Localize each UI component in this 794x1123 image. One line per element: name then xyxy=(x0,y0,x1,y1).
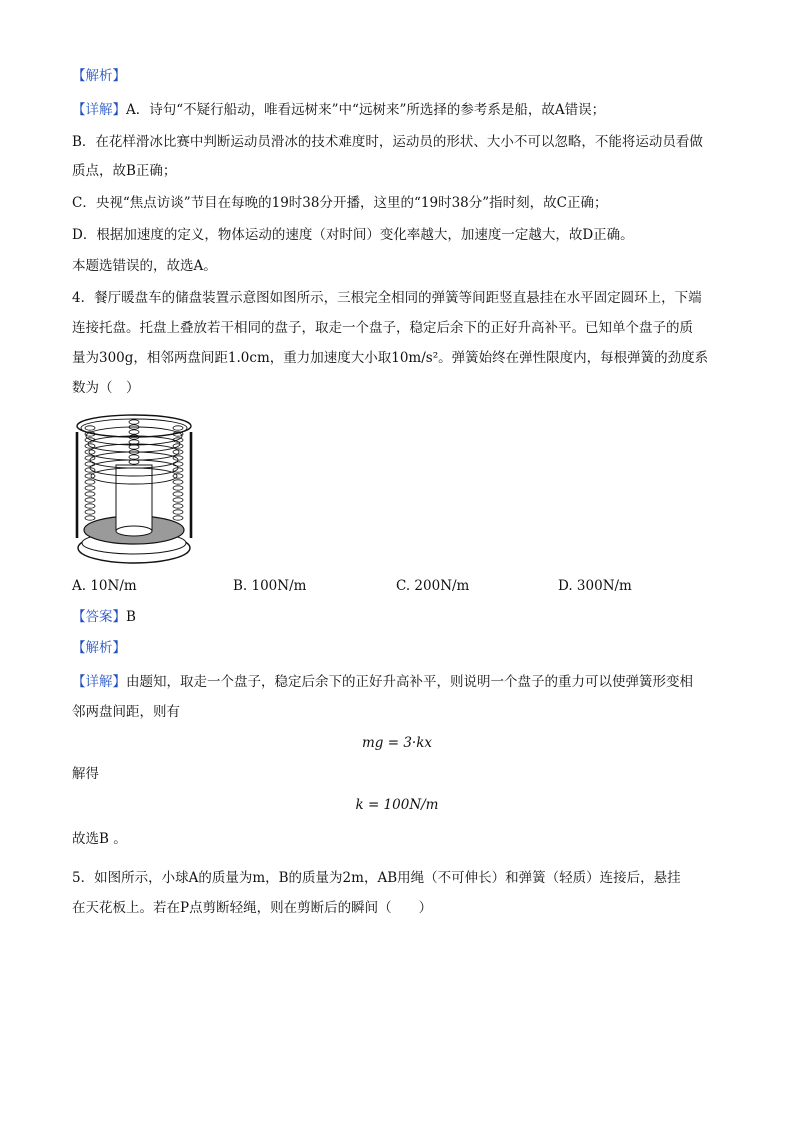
question-4-line-4: 数为（ ） xyxy=(72,380,140,396)
answer-line xyxy=(72,607,732,627)
detail-text-q4-1: 由题知，取走一个盘子，稳定后余下的正好升高补平，则说明一个盘子的重力可以使弹簧形变相 xyxy=(126,674,693,690)
equation-1: mg = 3·kx xyxy=(361,735,432,751)
detail-text-q4-2: 邻两盘间距，则有 xyxy=(72,704,180,720)
analysis-heading-q4: 【解析】 xyxy=(72,640,126,656)
detail-paragraph-a xyxy=(72,100,732,120)
equation-2: k = 100N/m xyxy=(355,797,439,813)
solve-label: 解得 xyxy=(72,766,99,782)
option-d: D. 300N/m xyxy=(558,578,632,594)
option-a: A. 10N/m xyxy=(72,578,137,594)
detail-tag: 【详解】 xyxy=(72,102,126,118)
option-c-line: C．央视“焦点访谈”节目在每晚的19时38分开播，这里的“19时38分”指时刻，故C正确； xyxy=(72,195,608,211)
analysis-heading: 【解析】 xyxy=(72,68,126,84)
detail-paragraph-q4 xyxy=(72,672,732,692)
option-b-line-1: B．在花样滑冰比赛中判断运动员滑冰的技术难度时，运动员的形状、大小不可以忽略，不能将运动员看做 xyxy=(72,134,703,150)
answer-tag: 【答案】 xyxy=(72,609,126,625)
option-c: C. 200N/m xyxy=(396,578,470,594)
conclusion-q4: 故选B 。 xyxy=(72,831,127,847)
conclusion-line: 本题选错误的，故选A。 xyxy=(72,258,217,274)
plate-storage-figure xyxy=(72,410,196,566)
option-b-line-2: 质点，故B正确； xyxy=(72,163,177,179)
question-4-line-3: 量为300g，相邻两盘间距1.0cm，重力加速度大小取10m/s²。弹簧始终在弹性限度内，每根弹簧的劲度系 xyxy=(72,350,709,366)
question-5-line-1: 5．如图所示，小球A的质量为m，B的质量为2m，AB用绳（不可伸长）和弹簧（轻质）连接后，悬挂 xyxy=(72,870,681,886)
option-d-line: D．根据加速度的定义，物体运动的速度（对时间）变化率越大，加速度一定越大，故D正确。 xyxy=(72,227,634,243)
question-4-line-2: 连接托盘。托盘上叠放若干相同的盘子，取走一个盘子，稳定后余下的正好升高补平。已知单个盘子的质 xyxy=(72,320,693,336)
question-4-line-1: 4．餐厅暖盘车的储盘装置示意图如图所示，三根完全相同的弹簧等间距竖直悬挂在水平固定圆环上，下端 xyxy=(72,290,702,306)
question-5-line-2: 在天花板上。若在P点剪断轻绳，则在剪断后的瞬间（ ） xyxy=(72,900,433,916)
option-b: B. 100N/m xyxy=(233,578,307,594)
detail-text: A．诗句“不疑行船动，唯看远树来”中“远树来”所选择的参考系是船，故A错误； xyxy=(126,102,606,118)
answer-value: B xyxy=(126,609,136,625)
detail-tag-q4: 【详解】 xyxy=(72,674,126,690)
